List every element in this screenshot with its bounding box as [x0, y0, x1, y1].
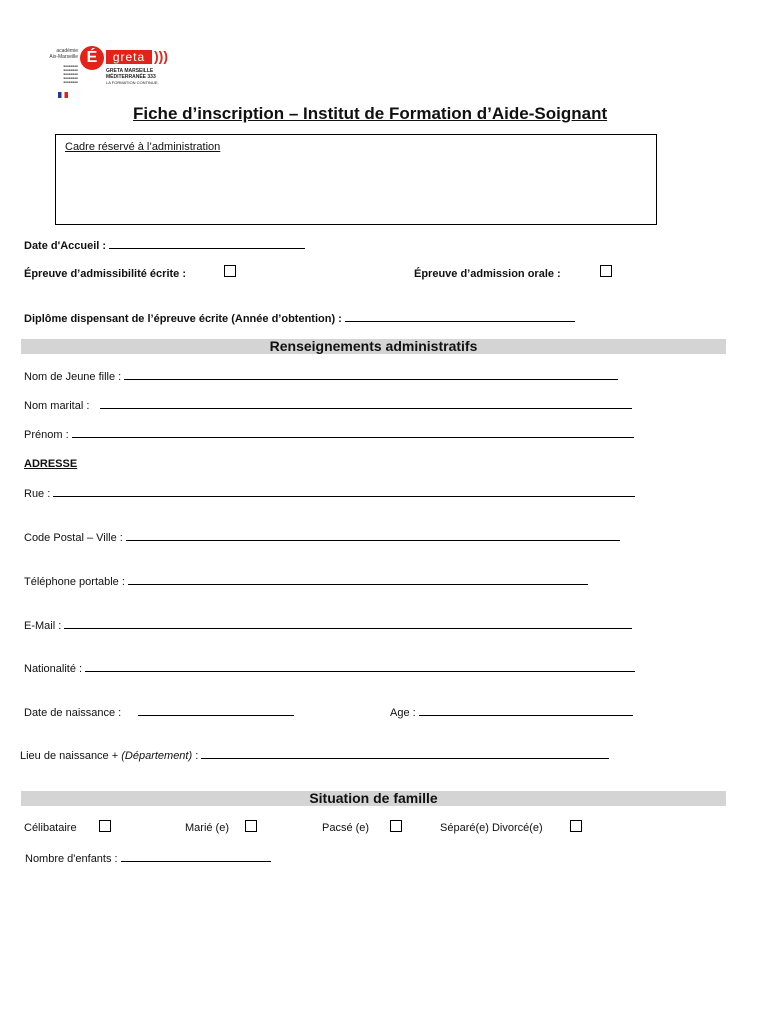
logo-academie: académie [56, 48, 78, 54]
tel-row [24, 575, 588, 588]
rue-field[interactable] [53, 487, 635, 497]
admin-box [55, 134, 657, 225]
nom-jeune-fille-field[interactable] [124, 370, 618, 380]
nom-jeune-fille-row [24, 370, 618, 383]
age-label: Age : [390, 707, 416, 719]
prenom-row [24, 428, 634, 441]
pacse-label: Pacsé (e) [322, 822, 370, 834]
date-naissance-row [24, 706, 294, 719]
marie-checkbox[interactable] [245, 820, 257, 832]
nationalite-label: Nationalité : [24, 663, 83, 675]
logo-sub3: LA FORMATION CONTINUE. [106, 80, 159, 85]
page-title: Fiche d’inscription – Institut de Formation d’Aide-Soignant [133, 104, 608, 123]
email-row [24, 619, 632, 632]
lieu-naissance-colon: : [195, 750, 199, 762]
date-naissance-field[interactable] [138, 706, 294, 716]
diplome-row [24, 312, 575, 325]
logo-sub2: MÉDITERRANÉE 333 [106, 74, 156, 80]
nationalite-field[interactable] [85, 662, 635, 672]
logo-brand-box [106, 50, 152, 64]
lieu-naissance-field[interactable] [201, 749, 609, 759]
pacse-checkbox[interactable] [390, 820, 402, 832]
epreuve-orale-label: Épreuve d’admission orale : [414, 268, 561, 280]
prenom-label: Prénom : [24, 429, 69, 441]
section-situation-famille: Situation de famille [21, 791, 726, 806]
age-field[interactable] [419, 706, 633, 716]
lieu-naissance-label: Lieu de naissance + [20, 750, 119, 762]
email-label: E-Mail : [24, 620, 62, 632]
age-row [390, 706, 633, 719]
email-field[interactable] [64, 619, 632, 629]
logo-e-circle: É [80, 46, 104, 70]
celibataire-label: Célibataire [24, 822, 77, 834]
tel-label: Téléphone portable : [24, 576, 125, 588]
diplome-field[interactable] [345, 312, 575, 322]
nom-marital-label: Nom marital : [24, 400, 90, 412]
prenom-field[interactable] [72, 428, 634, 438]
logo-brand: greta [112, 50, 146, 64]
epreuve-ecrite-checkbox[interactable] [224, 265, 236, 277]
enfants-field[interactable] [121, 852, 271, 862]
epreuve-orale-checkbox[interactable] [600, 265, 612, 277]
celibataire-checkbox[interactable] [99, 820, 111, 832]
nom-marital-row [24, 399, 632, 412]
rue-label: Rue : [24, 488, 51, 500]
flag-icon [58, 92, 68, 98]
date-accueil-field[interactable] [109, 239, 305, 249]
marie-label: Marié (e) [185, 822, 230, 834]
departement-label: (Département) [121, 750, 193, 762]
cp-ville-row [24, 531, 620, 544]
separe-checkbox[interactable] [570, 820, 582, 832]
cp-ville-field[interactable] [126, 531, 620, 541]
logo-sub1: GRETA MARSEILLE [106, 68, 154, 74]
tel-field[interactable] [128, 575, 588, 585]
greta-logo: académie Aix-Marseille ■■■■■■■■ ■■■■■■■■ ■■■■■■■■ ■■■■■■■■ ■■■■■■■■ É greta ))) GRETA MARSEILLE MÉDITERRANÉE 333 LA FORMATION CONTINUE. [44, 42, 172, 102]
nom-jeune-fille-label: Nom de Jeune fille : [24, 371, 122, 383]
adresse-heading: ADRESSE [24, 458, 78, 470]
rue-row [24, 487, 635, 500]
lieu-naissance-row [20, 749, 609, 762]
diplome-label: Diplôme dispensant de l’épreuve écrite (Année d’obtention) : [24, 313, 342, 325]
epreuve-ecrite-label: Épreuve d’admissibilité écrite : [24, 268, 187, 280]
nom-marital-field[interactable] [100, 399, 632, 409]
cp-ville-label: Code Postal – Ville : [24, 532, 123, 544]
date-accueil-row [24, 239, 305, 252]
nationalite-row [24, 662, 635, 675]
separe-label: Séparé(e) Divorcé(e) [440, 822, 543, 834]
enfants-label: Nombre d'enfants : [25, 853, 118, 865]
section-renseignements: Renseignements administratifs [21, 339, 726, 354]
date-naissance-label: Date de naissance : [24, 707, 122, 719]
admin-box-label: Cadre réservé à l’administration [65, 141, 221, 153]
logo-region: Aix-Marseille [49, 54, 78, 60]
enfants-row [25, 852, 271, 865]
logo-waves-icon: ))) [154, 48, 168, 64]
date-accueil-label: Date d'Accueil : [24, 240, 107, 252]
